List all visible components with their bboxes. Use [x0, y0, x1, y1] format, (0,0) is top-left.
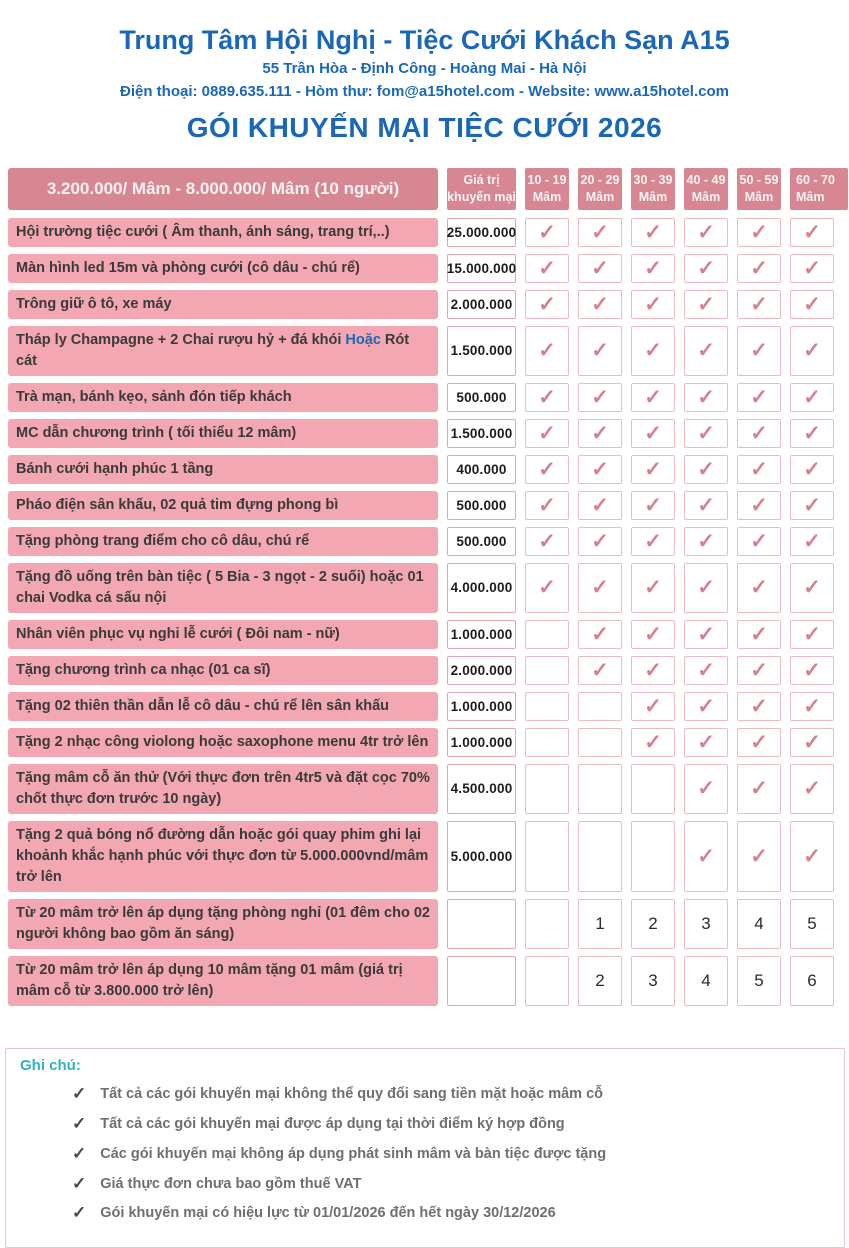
check-cell: ✓ — [790, 620, 834, 649]
check-cell: ✓ — [790, 254, 834, 283]
check-cell: ✓ — [737, 491, 781, 520]
promo-value: 25.000.000 — [447, 218, 516, 247]
check-cell: ✓ — [525, 383, 569, 412]
column-range: 60 - 70 — [796, 172, 835, 187]
table-row — [8, 620, 849, 649]
promo-value: 1.500.000 — [447, 419, 516, 448]
table-row — [8, 218, 849, 247]
check-cell: ✓ — [737, 692, 781, 721]
column-header-20-29 — [578, 168, 622, 210]
check-cell: ✓ — [684, 728, 728, 757]
table-row — [8, 326, 849, 376]
table-row — [8, 728, 849, 757]
check-cell: ✓ — [631, 254, 675, 283]
row-label: Tặng 2 nhạc công violong hoặc saxophone menu 4tr trở lên — [8, 728, 438, 757]
row-label: Tặng 02 thiên thần dẫn lễ cô dâu - chú rể lên sân khấu — [8, 692, 438, 721]
check-cell: ✓ — [631, 728, 675, 757]
table-row — [8, 764, 849, 814]
check-cell: ✓ — [684, 491, 728, 520]
empty-cell — [631, 821, 675, 892]
check-cell: ✓ — [525, 218, 569, 247]
column-range: 50 - 59 — [739, 172, 779, 187]
empty-cell — [525, 899, 569, 949]
empty-cell — [525, 656, 569, 685]
check-cell: ✓ — [578, 455, 622, 484]
check-cell: ✓ — [737, 455, 781, 484]
note-text: Tất cả các gói khuyến mại được áp dụng tại thời điểm ký hợp đồng — [100, 1115, 565, 1132]
check-cell: ✓ — [631, 491, 675, 520]
hotel-contact: Điện thoại: 0889.635.111 - Hòm thư: fom@a15hotel.com - Website: www.a15hotel.com — [120, 82, 729, 100]
row-label: MC dẫn chương trình ( tối thiểu 12 mâm) — [8, 419, 438, 448]
column-header-10-19 — [525, 168, 569, 210]
table-row — [8, 692, 849, 721]
column-header-30-39 — [631, 168, 675, 210]
check-cell: ✓ — [578, 563, 622, 613]
check-cell: ✓ — [631, 527, 675, 556]
check-cell: ✓ — [684, 290, 728, 319]
column-unit: Mâm — [796, 189, 825, 204]
check-cell: ✓ — [790, 527, 834, 556]
check-cell: ✓ — [684, 764, 728, 814]
row-label: Tặng 2 quả bóng nổ đường dẫn hoặc gói quay phim ghi lại khoảnh khắc hạnh phúc với thực đơn từ 5.000.000vnd/mâm trở lên — [8, 821, 438, 892]
promo-title: GÓI KHUYẾN MẠI TIỆC CƯỚI 2026 — [186, 111, 663, 143]
empty-cell — [525, 692, 569, 721]
note-check-icon: ✓ — [72, 1203, 87, 1223]
table-row — [8, 455, 849, 484]
check-cell: ✓ — [578, 527, 622, 556]
column-unit: Mâm — [532, 189, 562, 204]
check-cell: ✓ — [578, 218, 622, 247]
column-unit: Mâm — [691, 189, 721, 204]
promo-value: 2.000.000 — [447, 656, 516, 685]
check-cell: ✓ — [790, 290, 834, 319]
check-cell: ✓ — [525, 491, 569, 520]
notes-box — [5, 1048, 845, 1248]
check-cell: ✓ — [790, 455, 834, 484]
table-row — [8, 821, 849, 892]
check-cell: ✓ — [684, 821, 728, 892]
promo-value: 500.000 — [447, 527, 516, 556]
note-text: Các gói khuyến mại không áp dụng phát sinh mâm và bàn tiệc được tặng — [100, 1145, 607, 1162]
check-cell: ✓ — [578, 254, 622, 283]
check-cell: ✓ — [631, 419, 675, 448]
table-row — [8, 254, 849, 283]
check-cell: ✓ — [790, 218, 834, 247]
column-header-60-70 — [790, 168, 848, 210]
column-header-50-59 — [737, 168, 781, 210]
check-cell: ✓ — [684, 656, 728, 685]
check-cell: ✓ — [525, 326, 569, 376]
empty-cell — [578, 692, 622, 721]
number-cell: 2 — [578, 956, 622, 1006]
check-cell: ✓ — [684, 419, 728, 448]
check-cell: ✓ — [578, 290, 622, 319]
check-cell: ✓ — [790, 821, 834, 892]
check-cell: ✓ — [631, 290, 675, 319]
check-cell: ✓ — [790, 326, 834, 376]
promo-value: 15.000.000 — [447, 254, 516, 283]
check-cell: ✓ — [790, 419, 834, 448]
price-range-header: 3.200.000/ Mâm - 8.000.000/ Mâm (10 người) — [8, 168, 438, 210]
check-cell: ✓ — [737, 563, 781, 613]
check-cell: ✓ — [790, 656, 834, 685]
check-cell: ✓ — [631, 620, 675, 649]
empty-cell — [525, 821, 569, 892]
check-cell: ✓ — [790, 491, 834, 520]
check-cell: ✓ — [684, 455, 728, 484]
check-cell: ✓ — [684, 692, 728, 721]
check-cell: ✓ — [790, 692, 834, 721]
promo-value — [447, 956, 516, 1006]
check-cell: ✓ — [578, 383, 622, 412]
check-cell: ✓ — [631, 455, 675, 484]
column-unit: Mâm — [744, 189, 774, 204]
column-range: 20 - 29 — [580, 172, 620, 187]
check-cell: ✓ — [790, 764, 834, 814]
row-label: Trà mạn, bánh kẹo, sảnh đón tiếp khách — [8, 383, 438, 412]
promo-value: 400.000 — [447, 455, 516, 484]
row-label: Từ 20 mâm trở lên áp dụng 10 mâm tặng 01 mâm (giá trị mâm cỗ từ 3.800.000 trở lên) — [8, 956, 438, 1006]
check-cell: ✓ — [578, 656, 622, 685]
check-cell: ✓ — [684, 620, 728, 649]
check-cell: ✓ — [737, 620, 781, 649]
check-cell: ✓ — [631, 383, 675, 412]
table-row — [8, 491, 849, 520]
check-cell: ✓ — [737, 728, 781, 757]
promo-value: 4.000.000 — [447, 563, 516, 613]
value-header-line2: khuyến mại — [447, 189, 516, 204]
check-cell: ✓ — [684, 383, 728, 412]
number-cell: 3 — [631, 956, 675, 1006]
table-row — [8, 899, 849, 949]
row-label: Trông giữ ô tô, xe máy — [8, 290, 438, 319]
check-cell: ✓ — [578, 326, 622, 376]
highlight-word: Hoặc — [345, 331, 381, 348]
check-cell: ✓ — [631, 563, 675, 613]
check-cell: ✓ — [631, 326, 675, 376]
check-cell: ✓ — [790, 383, 834, 412]
column-range: 40 - 49 — [686, 172, 726, 187]
empty-cell — [525, 956, 569, 1006]
promo-value: 1.000.000 — [447, 728, 516, 757]
note-item — [72, 1085, 828, 1104]
note-text: Tất cả các gói khuyến mại không thể quy đổi sang tiền mặt hoặc mâm cỗ — [100, 1086, 604, 1103]
check-cell: ✓ — [790, 728, 834, 757]
number-cell: 2 — [631, 899, 675, 949]
promo-value: 500.000 — [447, 383, 516, 412]
row-label: Màn hình led 15m và phòng cưới (cô dâu - chú rể) — [8, 254, 438, 283]
check-cell: ✓ — [631, 656, 675, 685]
check-cell: ✓ — [578, 419, 622, 448]
empty-cell — [578, 728, 622, 757]
check-cell: ✓ — [737, 764, 781, 814]
check-cell: ✓ — [737, 821, 781, 892]
table-header-row — [8, 168, 849, 210]
check-cell: ✓ — [737, 290, 781, 319]
empty-cell — [525, 620, 569, 649]
row-label: Từ 20 mâm trở lên áp dụng tặng phòng nghỉ (01 đêm cho 02 người không bao gồm ăn sáng) — [8, 899, 438, 949]
table-row — [8, 383, 849, 412]
empty-cell — [525, 728, 569, 757]
note-text: Giá thực đơn chưa bao gồm thuế VAT — [100, 1175, 362, 1192]
row-label: Bánh cưới hạnh phúc 1 tầng — [8, 455, 438, 484]
note-item — [72, 1115, 828, 1134]
check-cell: ✓ — [737, 218, 781, 247]
check-cell: ✓ — [684, 254, 728, 283]
check-cell: ✓ — [525, 527, 569, 556]
check-cell: ✓ — [737, 383, 781, 412]
promo-table — [0, 168, 849, 1006]
check-cell: ✓ — [684, 563, 728, 613]
row-label: Hội trường tiệc cưới ( Âm thanh, ánh sáng, trang trí,..) — [8, 218, 438, 247]
table-row — [8, 656, 849, 685]
check-cell: ✓ — [578, 491, 622, 520]
note-item — [72, 1145, 828, 1164]
empty-cell — [631, 764, 675, 814]
column-range: 30 - 39 — [633, 172, 673, 187]
notes-list — [72, 1085, 828, 1223]
table-body — [0, 218, 849, 1006]
empty-cell — [578, 821, 622, 892]
check-cell: ✓ — [684, 218, 728, 247]
column-unit: Mâm — [585, 189, 615, 204]
promo-value: 1.000.000 — [447, 692, 516, 721]
note-check-icon: ✓ — [72, 1113, 87, 1133]
check-cell: ✓ — [737, 419, 781, 448]
number-cell: 4 — [684, 956, 728, 1006]
note-item — [72, 1175, 828, 1194]
value-header-line1: Giá trị — [463, 173, 500, 188]
check-cell: ✓ — [684, 527, 728, 556]
row-label: Tặng đồ uống trên bàn tiệc ( 5 Bia - 3 ngọt - 2 suối) hoặc 01 chai Vodka cá sấu nội — [8, 563, 438, 613]
check-cell: ✓ — [737, 254, 781, 283]
document-header — [0, 0, 849, 144]
empty-cell — [525, 764, 569, 814]
column-range: 10 - 19 — [527, 172, 567, 187]
number-cell: 5 — [790, 899, 834, 949]
note-check-icon: ✓ — [72, 1084, 87, 1104]
promo-value — [447, 899, 516, 949]
row-label: Tặng chương trình ca nhạc (01 ca sĩ) — [8, 656, 438, 685]
check-cell: ✓ — [790, 563, 834, 613]
note-check-icon: ✓ — [72, 1173, 87, 1193]
value-column-header — [447, 168, 516, 210]
number-cell: 3 — [684, 899, 728, 949]
check-cell: ✓ — [578, 620, 622, 649]
promo-value: 2.000.000 — [447, 290, 516, 319]
table-row — [8, 290, 849, 319]
number-cell: 6 — [790, 956, 834, 1006]
check-cell: ✓ — [737, 656, 781, 685]
table-row — [8, 956, 849, 1006]
column-header-40-49 — [684, 168, 728, 210]
table-row — [8, 419, 849, 448]
column-unit: Mâm — [638, 189, 668, 204]
promo-value: 4.500.000 — [447, 764, 516, 814]
promo-value: 1.500.000 — [447, 326, 516, 376]
row-label: Tặng phòng trang điểm cho cô dâu, chú rể — [8, 527, 438, 556]
notes-title: Ghi chú: — [20, 1057, 81, 1075]
row-label: Pháo điện sân khấu, 02 quả tim đựng phong bì — [8, 491, 438, 520]
number-cell: 5 — [737, 956, 781, 1006]
row-label: Nhân viên phục vụ nghi lễ cưới ( Đôi nam - nữ) — [8, 620, 438, 649]
promo-value: 5.000.000 — [447, 821, 516, 892]
note-item — [72, 1204, 828, 1223]
check-cell: ✓ — [525, 455, 569, 484]
hotel-address: 55 Trần Hòa - Định Công - Hoàng Mai - Hà Nội — [262, 59, 587, 77]
check-cell: ✓ — [631, 692, 675, 721]
row-label: Tháp ly Champagne + 2 Chai rượu hỷ + đá khói Hoặc Rót cát — [8, 326, 438, 376]
check-cell: ✓ — [525, 563, 569, 613]
check-cell: ✓ — [525, 419, 569, 448]
promo-value: 500.000 — [447, 491, 516, 520]
table-row — [8, 563, 849, 613]
check-cell: ✓ — [737, 326, 781, 376]
check-cell: ✓ — [737, 527, 781, 556]
check-cell: ✓ — [525, 290, 569, 319]
number-cell: 4 — [737, 899, 781, 949]
number-cell: 1 — [578, 899, 622, 949]
row-label: Tặng mâm cỗ ăn thử (Với thực đơn trên 4tr5 và đặt cọc 70% chốt thực đơn trước 10 ngày) — [8, 764, 438, 814]
note-text: Gói khuyến mại có hiệu lực từ 01/01/2026 đến hết ngày 30/12/2026 — [100, 1205, 556, 1222]
check-cell: ✓ — [631, 218, 675, 247]
check-cell: ✓ — [525, 254, 569, 283]
table-row — [8, 527, 849, 556]
hotel-title: Trung Tâm Hội Nghị - Tiệc Cưới Khách Sạn A15 — [119, 25, 730, 55]
check-cell: ✓ — [684, 326, 728, 376]
promo-value: 1.000.000 — [447, 620, 516, 649]
empty-cell — [578, 764, 622, 814]
note-check-icon: ✓ — [72, 1143, 87, 1163]
